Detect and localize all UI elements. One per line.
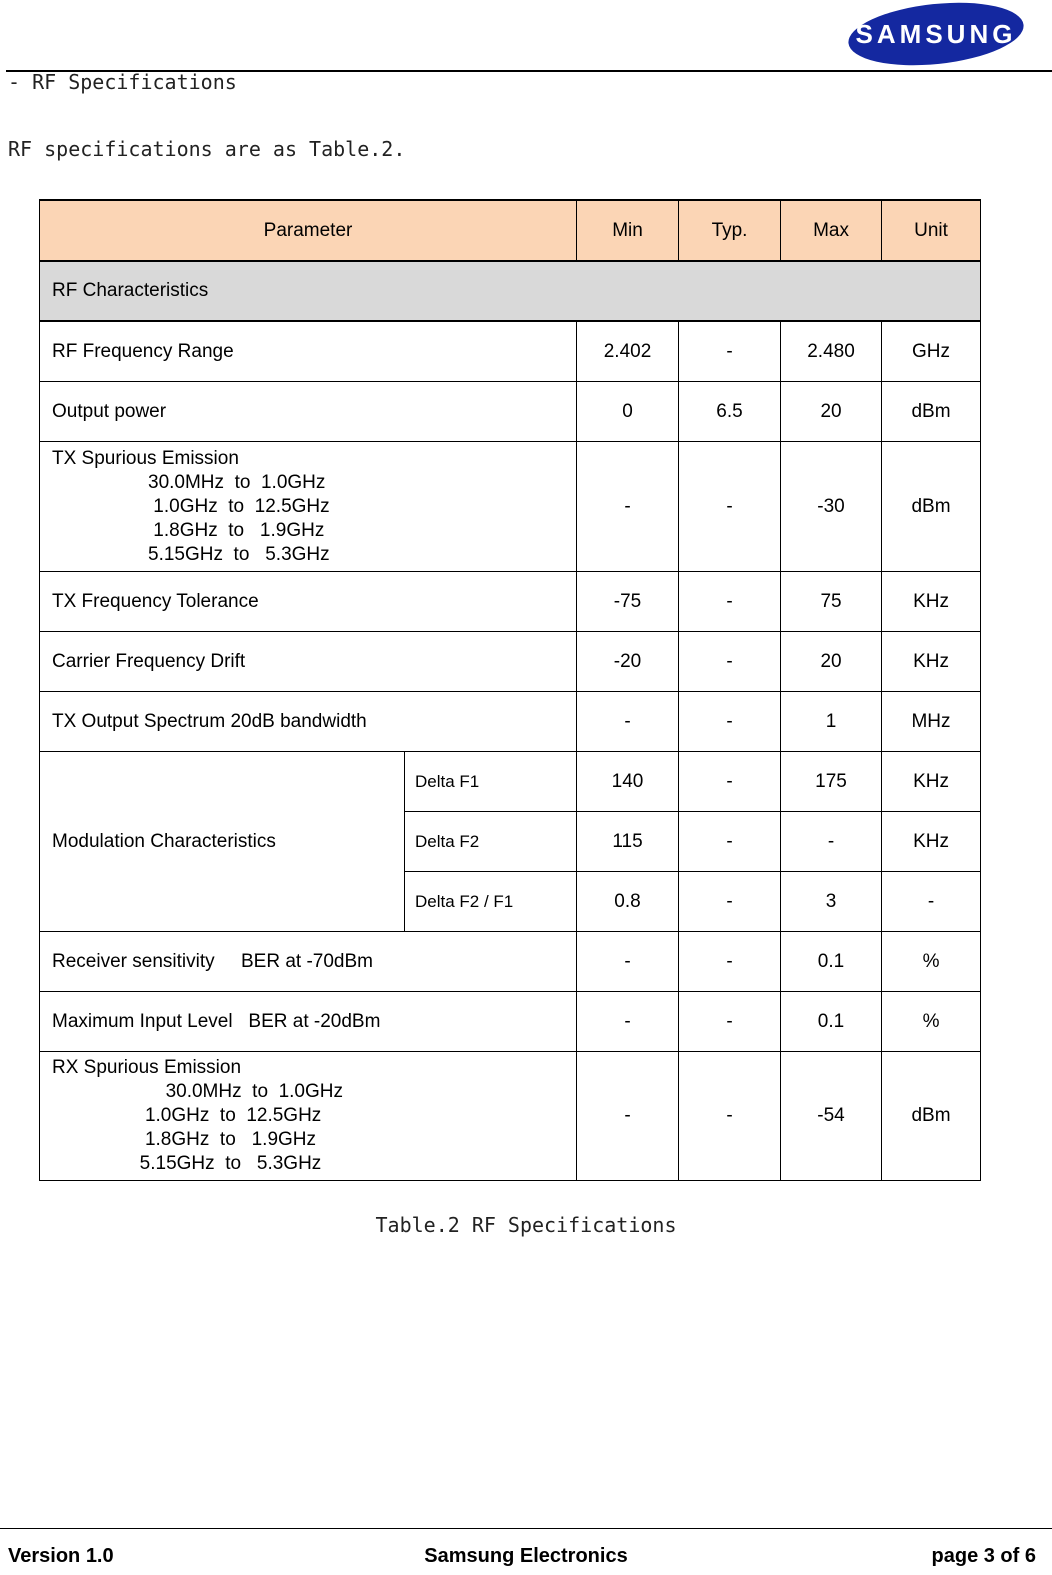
sub-label-cell: Delta F1 xyxy=(405,752,577,812)
range-line: 1.8GHz to 1.9GHz xyxy=(148,519,325,541)
table-row-carrier-drift xyxy=(40,632,981,692)
max-cell: 2.480 xyxy=(781,321,882,382)
max-cell: 0.1 xyxy=(781,932,882,992)
unit-cell: dBm xyxy=(882,1052,981,1181)
group-title: RF Characteristics xyxy=(40,261,981,321)
max-cell: -30 xyxy=(781,442,882,572)
param-cell: Output power xyxy=(40,382,577,442)
min-cell: -20 xyxy=(577,632,679,692)
typ-cell: - xyxy=(679,1052,781,1181)
max-cell: 3 xyxy=(781,872,882,932)
typ-cell: - xyxy=(679,812,781,872)
min-cell: - xyxy=(577,1052,679,1181)
min-cell: - xyxy=(577,442,679,572)
range-line: 5.15GHz to 5.3GHz xyxy=(148,543,330,565)
min-cell: - xyxy=(577,692,679,752)
param-cell xyxy=(40,1052,577,1181)
min-cell: 0.8 xyxy=(577,872,679,932)
column-header-max: Max xyxy=(781,200,882,261)
max-cell: 1 xyxy=(781,692,882,752)
table-row-tx-spurious xyxy=(40,442,981,572)
max-cell: 20 xyxy=(781,632,882,692)
max-cell: 20 xyxy=(781,382,882,442)
max-cell: 0.1 xyxy=(781,992,882,1052)
min-cell: - xyxy=(577,932,679,992)
unit-cell: % xyxy=(882,932,981,992)
table-row-modulation-f1 xyxy=(40,752,981,812)
logo-wordmark: SAMSUNG xyxy=(855,19,1017,49)
range-line: 5.15GHz to 5.3GHz xyxy=(108,1153,322,1174)
min-cell: -75 xyxy=(577,572,679,632)
range-line: 30.0MHz to 1.0GHz xyxy=(60,1081,343,1102)
min-cell: 0 xyxy=(577,382,679,442)
param-title: TX Spurious Emission xyxy=(52,447,239,469)
unit-cell: KHz xyxy=(882,812,981,872)
table-row-max-input xyxy=(40,992,981,1052)
rf-spec-table xyxy=(39,199,981,1181)
table-row-rx-spurious xyxy=(40,1052,981,1181)
column-header-min: Min xyxy=(577,200,679,261)
table-row-tx-spectrum xyxy=(40,692,981,752)
param-cell xyxy=(40,442,577,572)
unit-cell: KHz xyxy=(882,572,981,632)
table-row-output-power xyxy=(40,382,981,442)
unit-cell: MHz xyxy=(882,692,981,752)
table-row-freq-range xyxy=(40,321,981,382)
typ-cell: 6.5 xyxy=(679,382,781,442)
typ-cell: - xyxy=(679,932,781,992)
unit-cell: dBm xyxy=(882,382,981,442)
param-cell: RF Frequency Range xyxy=(40,321,577,382)
range-line: 1.8GHz to 1.9GHz xyxy=(108,1129,317,1150)
param-cell: Maximum Input Level BER at -20dBm xyxy=(40,992,577,1052)
max-cell: -54 xyxy=(781,1052,882,1181)
max-cell: 75 xyxy=(781,572,882,632)
unit-cell: KHz xyxy=(882,752,981,812)
group-row xyxy=(40,261,981,321)
typ-cell: - xyxy=(679,872,781,932)
column-header-unit: Unit xyxy=(882,200,981,261)
samsung-logo xyxy=(846,2,1026,66)
param-cell: TX Frequency Tolerance xyxy=(40,572,577,632)
param-cell: TX Output Spectrum 20dB bandwidth xyxy=(40,692,577,752)
table-row-tx-freq-tolerance xyxy=(40,572,981,632)
max-cell: - xyxy=(781,812,882,872)
unit-cell: - xyxy=(882,872,981,932)
param-cell: Carrier Frequency Drift xyxy=(40,632,577,692)
table-caption: Table.2 RF Specifications xyxy=(375,1213,677,1237)
typ-cell: - xyxy=(679,992,781,1052)
typ-cell: - xyxy=(679,572,781,632)
unit-cell: dBm xyxy=(882,442,981,572)
column-header-typ: Typ. xyxy=(679,200,781,261)
sub-label-cell: Delta F2 / F1 xyxy=(405,872,577,932)
typ-cell: - xyxy=(679,752,781,812)
unit-cell: KHz xyxy=(882,632,981,692)
unit-cell: % xyxy=(882,992,981,1052)
sub-label-cell: Delta F2 xyxy=(405,812,577,872)
column-header-parameter: Parameter xyxy=(40,200,577,261)
max-cell: 175 xyxy=(781,752,882,812)
footer-divider xyxy=(0,1528,1052,1529)
min-cell: 115 xyxy=(577,812,679,872)
min-cell: 2.402 xyxy=(577,321,679,382)
typ-cell: - xyxy=(679,692,781,752)
footer-version: Version 1.0 xyxy=(8,1545,114,1567)
param-title: RX Spurious Emission xyxy=(52,1057,242,1078)
intro-text: RF specifications are as Table.2. xyxy=(8,137,406,161)
typ-cell: - xyxy=(679,321,781,382)
range-line: 1.0GHz to 12.5GHz xyxy=(148,495,330,517)
table-row-rx-sensitivity xyxy=(40,932,981,992)
table-header-row xyxy=(40,200,981,261)
min-cell: - xyxy=(577,992,679,1052)
range-line: 1.0GHz to 12.5GHz xyxy=(108,1105,322,1126)
range-line: 30.0MHz to 1.0GHz xyxy=(148,471,326,493)
unit-cell: GHz xyxy=(882,321,981,382)
param-cell: Modulation Characteristics xyxy=(40,752,405,932)
typ-cell: - xyxy=(679,442,781,572)
min-cell: 140 xyxy=(577,752,679,812)
section-title: - RF Specifications xyxy=(8,70,237,94)
footer-page: page 3 of 6 xyxy=(931,1545,1036,1567)
footer-company: Samsung Electronics xyxy=(424,1545,628,1567)
param-cell: Receiver sensitivity BER at -70dBm xyxy=(40,932,577,992)
typ-cell: - xyxy=(679,632,781,692)
